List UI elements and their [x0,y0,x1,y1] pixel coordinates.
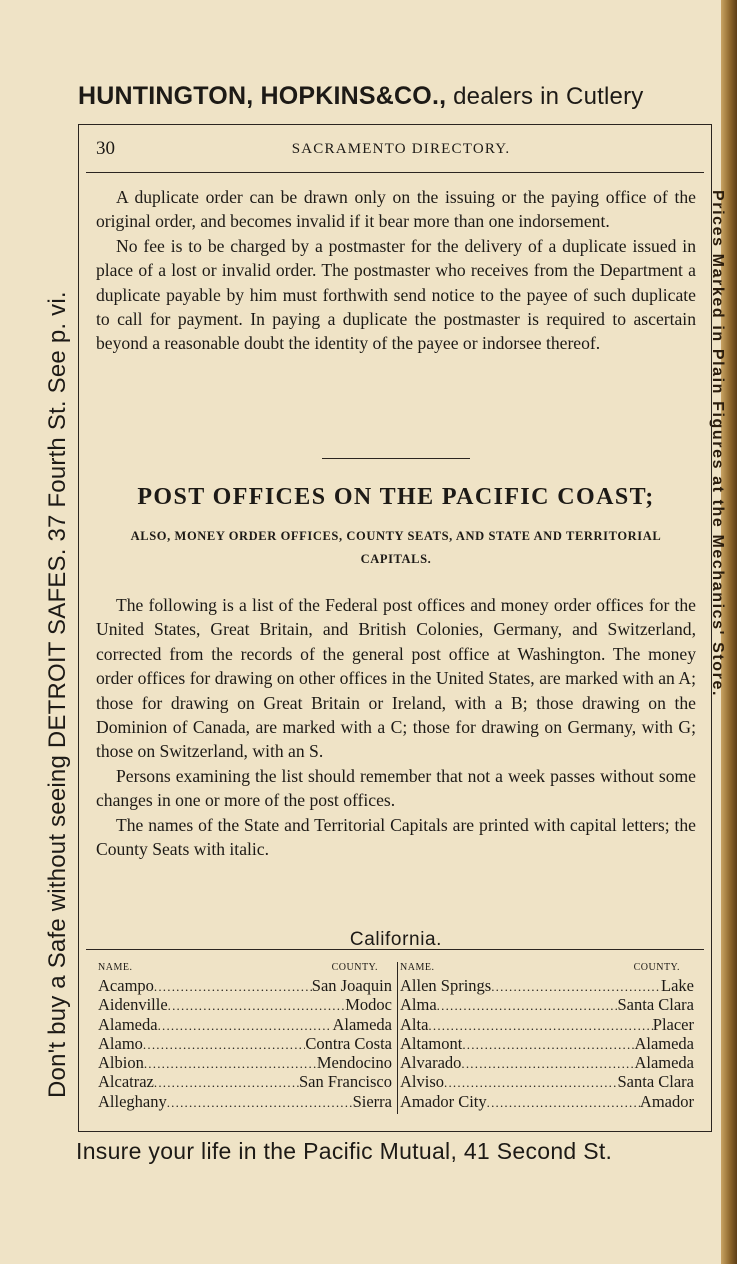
paragraph: The following is a list of the Federal post offices and money order offices for the United States, Great Britain, and British Colonies, Germany, and Switzerland, corrected from the records of the general post office at Washington. The money order offices for drawing on other offices in the United States, are marked with an A; those for drawing on Great Britain or Ireland, with a B; those drawing on the Dominion of Canada, are marked with a C; those for drawing on Germany, with G; those on Switzerland, with an S. [96,595,696,762]
list-item [98,1015,392,1034]
list-item [98,1034,392,1053]
county-name: Alameda [634,1033,694,1053]
post-offices-intro-text [96,593,696,861]
leader-dots [154,1075,299,1091]
county-name: Alameda [634,1053,694,1073]
column-header [98,962,392,976]
paragraph: The names of the State and Territorial Capitals are printed with capital letters; the County Seats with italic. [96,814,696,860]
page-number: 30 [96,138,115,159]
county-name: Sierra [352,1091,392,1111]
office-name: Alleghany [98,1091,167,1111]
left-margin-advertisement: Don't buy a Safe without seeing DETROIT SAFES. 37 Fourth St. See p. vi. [44,291,71,1098]
list-item [400,995,694,1014]
leader-dots [158,1018,333,1034]
right-margin-advertisement: Prices Marked in Plain Figures at the Mechanics' Store. [709,190,726,698]
county-name: Contra Costa [305,1033,392,1053]
section-divider [322,458,470,459]
leader-dots [487,1095,640,1111]
running-head [96,138,696,162]
duplicate-order-text [96,185,696,356]
office-name: Acampo [98,976,154,995]
leader-dots [167,1095,353,1111]
office-name: Altamont [400,1033,463,1053]
list-item [98,1072,392,1091]
list-item [98,1092,392,1111]
name-header: NAME. [98,962,133,973]
list-item [400,1092,694,1111]
paragraph: No fee is to be charged by a postmaster for the delivery of a duplicate issued in place of a lost or invalid order. The postmaster who receives from the Department a duplicate payable by him must forthwith send notice to the payee of such duplicate to call for payment. In paying a duplicate the postmaster is required to ascertain beyond a reasonable doubt the identity of the payee or indorsee thereof. [96,235,696,354]
list-item [98,1053,392,1072]
leader-dots [437,998,618,1014]
list-item [400,1015,694,1034]
column-divider [397,962,398,1114]
county-name: San Francisco [298,1072,392,1092]
county-name: Santa Clara [617,1072,694,1092]
county-name: Placer [652,1014,694,1034]
office-name: Allen Springs [400,976,492,995]
office-name: Alvarado [400,1053,462,1073]
county-name: Mendocino [316,1053,392,1073]
top-ad-bold: HUNTINGTON, HOPKINS&CO., [78,82,447,110]
county-name: Amador [639,1091,694,1111]
office-name: Alma [400,995,437,1015]
directory-title: SACRAMENTO DIRECTORY. [291,141,511,157]
office-name: Alameda [98,1014,158,1034]
office-name: Aidenville [98,995,168,1015]
top-advertisement [78,82,718,111]
section-heading: POST OFFICES ON THE PACIFIC COAST; [137,484,655,510]
list-item [400,1034,694,1053]
county-name: Modoc [345,995,392,1015]
post-office-column-right [400,962,694,1111]
header-rule [86,172,704,173]
leader-dots [444,1075,617,1091]
list-item [98,995,392,1014]
office-name: Alviso [400,1072,445,1092]
county-name: Santa Clara [617,995,694,1015]
office-name: Amador City [400,1091,487,1111]
state-heading: California. [349,929,443,950]
leader-dots [168,998,346,1014]
county-header: COUNTY. [633,962,680,973]
bottom-advertisement: Insure your life in the Pacific Mutual, 41 Second St. [76,1138,613,1164]
list-item [400,976,694,995]
leader-dots [491,979,661,995]
office-name: Alta [400,1014,429,1034]
county-name: Lake [661,976,694,995]
section-subheading: ALSO, MONEY ORDER OFFICES, COUNTY SEATS, AND STATE AND TERRITORIAL CAPITALS. [130,529,662,566]
office-name: Albion [98,1053,144,1073]
office-name: Alamo [98,1033,143,1053]
county-name: Alameda [332,1014,392,1034]
column-header [400,962,694,976]
paragraph: Persons examining the list should remember that not a week passes without some changes in one or more of the post offices. [96,765,696,811]
list-item [98,976,392,995]
table-rule [86,949,704,950]
office-name: Alcatraz [98,1072,154,1092]
list-item [400,1053,694,1072]
top-ad-tail: dealers in Cutlery [446,83,644,110]
leader-dots [143,1037,305,1053]
leader-dots [154,979,312,995]
list-item [400,1072,694,1091]
leader-dots [428,1018,652,1034]
leader-dots [462,1037,634,1053]
post-office-column-left [98,962,392,1111]
county-name: San Joaquin [311,976,392,995]
name-header: NAME. [400,962,435,973]
leader-dots [461,1056,634,1072]
county-header: COUNTY. [331,962,378,973]
leader-dots [144,1056,317,1072]
paragraph: A duplicate order can be drawn only on the issuing or the paying office of the original order, and becomes invalid if it bear more than one indorsement. [96,187,696,232]
